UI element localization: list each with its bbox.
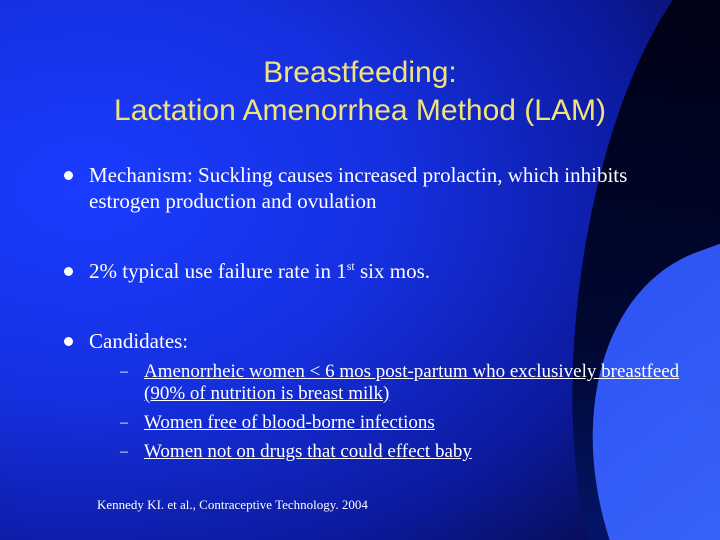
dash-icon: – <box>120 363 128 380</box>
dash-icon: – <box>120 414 128 431</box>
dash-icon: – <box>120 443 128 460</box>
title-line-1: Breastfeeding: <box>263 56 457 89</box>
sub-bullet-link[interactable]: Women not on drugs that could effect baby <box>144 441 472 462</box>
sub-bullet-link[interactable]: Amenorrheic women < 6 mos post-partum who exclusively breastfeed (90% of nutrition is breast milk) <box>144 361 680 404</box>
title-line-2: Lactation Amenorrhea Method (LAM) <box>114 94 606 127</box>
bullet-text-pre: 2% typical use failure rate in 1 <box>89 259 347 283</box>
bullet-text: Candidates: <box>89 329 189 353</box>
bullet-text <box>89 258 669 284</box>
bullet-text-superscript: st <box>346 259 355 273</box>
bullet-text: Mechanism: Suckling causes increased prolactin, which inhibits estrogen production and ovulation <box>89 163 628 213</box>
bullet-dot-icon <box>64 267 73 276</box>
bullet-dot-icon <box>64 337 73 346</box>
sub-bullet-link[interactable]: Women free of blood-borne infections <box>144 412 435 433</box>
slide-title <box>0 54 720 130</box>
bullet-dot-icon <box>64 171 73 180</box>
citation: Kennedy KI. et al., Contraceptive Technology. 2004 <box>97 497 368 512</box>
bullet-text-post: six mos. <box>354 259 431 283</box>
